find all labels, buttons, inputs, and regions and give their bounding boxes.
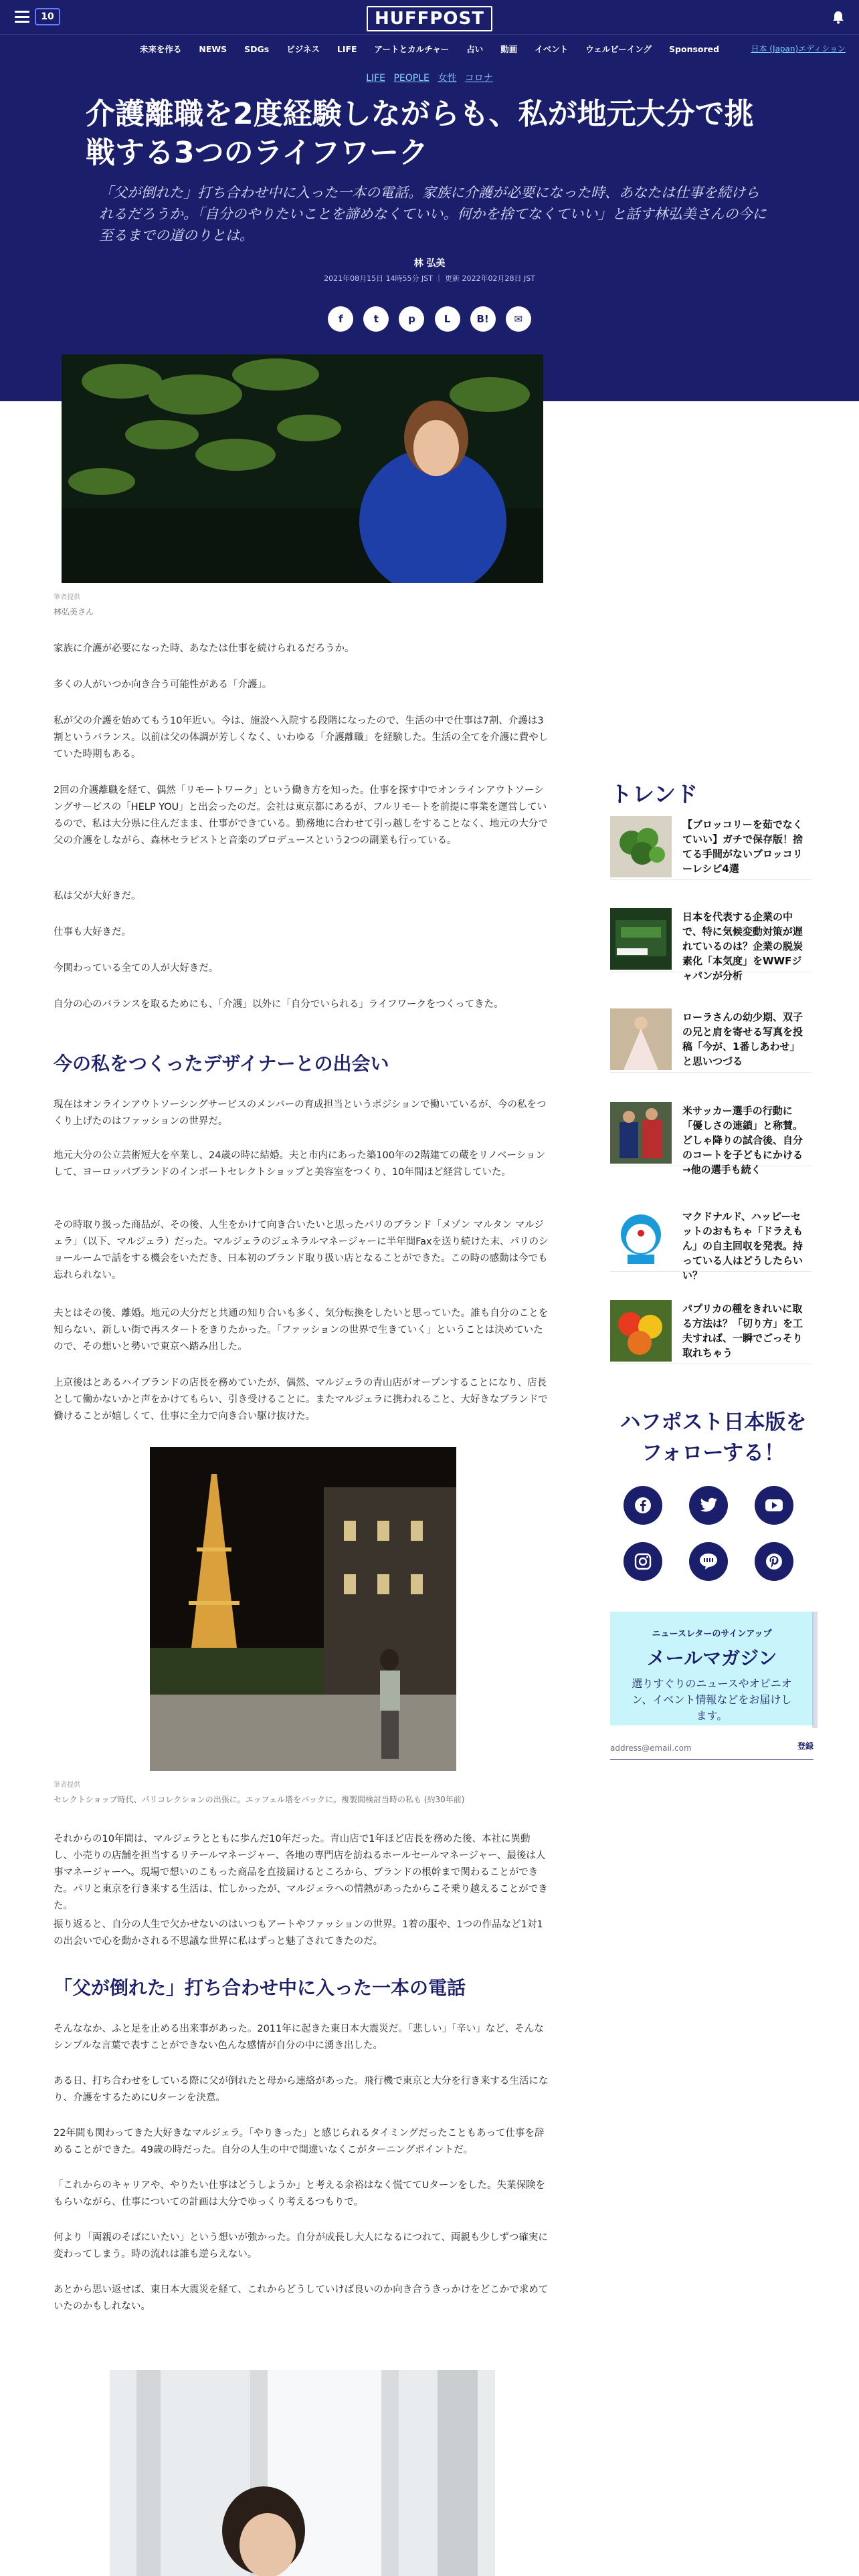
author-name[interactable]: 林 弘美	[413, 258, 446, 269]
paragraph: 2回の介護離職を経て、偶然「リモートワーク」という働き方を知った。仕事を探す中でオンラインアウトソーシングサービスの「HELP YOU」と出会ったのだ。会社は東京都にあるが、フルリモートを前提に事業を運営しているので、私は大分県に住んだまま、仕事ができている。勤務地に合わせて引っ越しをすることなく、地元の大分で父の介護をしながら、森林セラピストと音楽のプロデュースという2つの副業も行っている。	[54, 785, 548, 846]
trend-heading: トレンド	[610, 781, 698, 807]
eiffel-tower-photo	[150, 1447, 456, 1771]
article-tags	[0, 71, 859, 84]
trend-thumbnail[interactable]	[610, 1102, 672, 1164]
photo-caption: セレクトショップ時代、パリコレクションの出張に。エッフェル塔をバックに。複製間検討当時の私も (約30年前)	[54, 1795, 465, 1804]
youtube-icon[interactable]	[755, 1486, 793, 1525]
nav-item[interactable]: 占い	[466, 44, 484, 54]
tag-link[interactable]: LIFE	[366, 73, 386, 84]
huffpost-logo[interactable]: HUFFPOST	[367, 6, 492, 31]
article-dek: 「父が倒れた」打ち合わせ中に入った一本の電話。家族に介護が必要になった時、あなたは仕事を続けられるだろうか。「自分のやりたいことを諦めなくていい。何かを捨てなくていい」と話す林弘美さんの今に至るまでの道のりとは。	[99, 185, 767, 243]
trend-thumbnail[interactable]	[610, 1208, 672, 1269]
top-bar	[0, 0, 859, 35]
paragraph: 「これからのキャリアや、やりたい仕事はどうしようか」と考える余裕はなく慌ててUターンをした。失業保険をもらいながら、仕事についての計画は大分でゆっくり考えるつもりで。	[54, 2180, 546, 2208]
article-title: 介護離職を2度経験しながらも、私が地元大分で挑戦する3つのライフワーク	[86, 97, 754, 170]
window-portrait-photo	[110, 2370, 495, 2576]
paragraph: 今関わっている全ての人が大好きだ。	[54, 963, 219, 974]
line-share-icon[interactable]: L	[435, 306, 460, 332]
trend-item[interactable]	[610, 1094, 811, 1176]
paragraph: ある日、打ち合わせをしている際に父が倒れたと母から連絡があった。飛行機で東京と大分を行き来する生活になり、介護をするためにUターンを決意。	[54, 2076, 549, 2103]
tag-link[interactable]: コロナ	[464, 73, 493, 84]
newsletter-panel	[610, 1612, 814, 1725]
paragraph: 上京後はとあるハイブランドの店長を務めていたが、偶然、マルジェラの青山店がオープンすることになり、店長として働かないかと声をかけてもらい、引き受けることに。またマルジェラに携われること、大好きなブランドで働けることが嬉しくて、仕事に全力で向き合い駆け抜けた。	[54, 1378, 548, 1422]
trend-thumbnail[interactable]	[610, 1300, 672, 1362]
paragraph: それからの10年間は、マルジェラとともに歩んだ10年だった。青山店で1年ほど店長を務めた後、本社に異動し、小売りの店舗を担当するリテールマネージャー、各地の専門店を訪ねるホールセールマネージャー、最後は人事マネージャーへ。現場で想いのこもった商品を直接届けるところから、ブランドの根幹まで関わることができた。パリと東京を行き来する生活は、忙しかったが、マルジェラへの情熱があったからこそ乗り越えることができた。	[54, 1834, 548, 1911]
trend-item[interactable]	[610, 1000, 811, 1073]
photo-credit: 筆者提供	[54, 1782, 80, 1789]
trend-item[interactable]	[610, 1200, 811, 1281]
newsletter-form	[610, 1735, 814, 1760]
trend-headline[interactable]: 日本を代表する企業の中で、特に気候変動対策が遅れているのは？企業の脱炭素化「本気度」をWWFジャパンが分析	[682, 911, 803, 982]
section-nav	[0, 35, 859, 62]
tag-link[interactable]: 女性	[438, 73, 457, 84]
paragraph: 何より「両親のそばにいたい」という想いが強かった。自分が成長し大人になるにつれて、両親も少しずつ確実に変わってしまう。時の流れは誰も逆らえない。	[54, 2232, 548, 2260]
newsletter-title: メールマガジン	[646, 1647, 777, 1669]
pinterest-share-icon[interactable]: p	[399, 306, 424, 332]
section-heading: 「父が倒れた」打ち合わせ中に入った一本の電話	[54, 1977, 466, 1999]
paragraph: 現在はオンラインアウトソーシングサービスのメンバーの育成担当というポジションで働いているが、今の私をつくり上げたのはファッションの世界だ。	[54, 1099, 547, 1127]
paragraph: そんななか、ふと足を止める出来事があった。2011年に起きた東日本大震災だ。「悲しい」「辛い」など、そんなシンプルな言葉で表すことができない色んな感情が自分の中に湧き出した。	[54, 2024, 544, 2051]
hatena-share-icon[interactable]: B!	[470, 306, 496, 332]
nav-item[interactable]: LIFE	[337, 44, 357, 54]
trend-item[interactable]	[610, 1292, 811, 1364]
paragraph: 地元大分の公立芸術短大を卒業し、24歳の時に結婚。夫と市内にあった築100年の2階建ての蔵をリノベーションして、ヨーロッパブランドのインポートセレクトショップと美容室をつくり、10年間ほど経営していた。	[54, 1150, 545, 1178]
nav-item[interactable]: 動画	[500, 44, 518, 54]
paragraph: 22年間も関わってきた大好きなマルジェラ。「やりきった」と感じられるタイミングだったこともあって仕事を辞めることができた。49歳の時だった。自分の人生の中で間違いなくこがターニングポイントだ。	[54, 2128, 545, 2155]
trend-headline[interactable]: 【ブロッコリーを茹でなくていい】ガチで保存版！捨てる手間がないブロッコリーレシピ4選	[682, 819, 803, 875]
paragraph: 家族に介護が必要になった時、あなたは仕事を続けられるだろうか。	[54, 643, 355, 654]
newsletter-label: ニュースレターのサインアップ	[652, 1629, 772, 1639]
twitter-share-icon[interactable]: t	[363, 306, 389, 332]
nav-item[interactable]: NEWS	[199, 44, 227, 54]
trend-headline[interactable]: マクドナルド、ハッピーセットのおもちゃ「ドラえもん」の自主回収を発表。持っている人はどうしたらいい？	[682, 1210, 803, 1281]
paragraph: 振り返ると、自分の人生で欠かせないのはいつもアートやファッションの世界。1着の服や、1つの作品など1対1の出会いで心を動かされる不思議な世界に私はずっと魅了されてきたのだ。	[54, 1919, 543, 1947]
paragraph: 私は父が大好きだ。	[54, 891, 141, 901]
paragraph: 自分の心のバランスを取るためにも、「介護」以外に「自分でいられる」ライフワークをつくってきた。	[54, 999, 504, 1010]
nav-item[interactable]: アートとカルチャー	[374, 44, 450, 54]
pinterest-icon[interactable]	[755, 1542, 793, 1581]
paragraph: あとから思い返せば、東日本大震災を経て、これからどうしていけば良いのか向き合うきっかけをどこかで求めていたのかもしれない。	[54, 2284, 549, 2312]
trend-headline[interactable]: 米サッカー選手の行動に「優しさの連鎖」と称賛。どしゃ降りの試合後、自分のコートを子どもにかける→他の選手も続く	[682, 1105, 803, 1176]
trend-headline[interactable]: パプリカの種をきれいに取る方法は？「切り方」を工夫すれば、一瞬でごっそり取れちゃう	[682, 1303, 803, 1359]
trend-headline[interactable]: ローラさんの幼少期、双子の兄と肩を寄せる写真を投稿「今が、1番しあわせ」と思いつづる	[682, 1011, 803, 1067]
portrait-photo	[62, 354, 543, 583]
email-share-icon[interactable]: ✉	[506, 306, 531, 332]
trend-item[interactable]	[610, 808, 811, 880]
trend-item[interactable]	[610, 900, 811, 982]
facebook-share-icon[interactable]: f	[328, 306, 353, 332]
trend-thumbnail[interactable]	[610, 1008, 672, 1070]
email-input[interactable]	[610, 1740, 771, 1756]
paragraph: 私が父の介護を始めてもう10年近い。今は、施設へ入院する段階になったので、生活の中で仕事は7割、介護は3割というバランス。以前は父の体調が芳しくなく、いわゆる「介護離職」を経験した。生活の全てを介護に費やしていた時期もある。	[54, 716, 549, 760]
twitter-icon[interactable]	[689, 1486, 728, 1525]
publish-dates: 2021年08月15日 14時55分 JST ｜ 更新 2022年02月28日 JST	[324, 274, 535, 283]
nav-item[interactable]: ビジネス	[286, 44, 320, 54]
nav-item[interactable]: ウェルビーイング	[585, 44, 652, 54]
nav-item[interactable]: SDGs	[244, 44, 270, 54]
edition-link[interactable]: 日本 (Japan)エディション	[751, 44, 846, 53]
photo-credit: 筆者提供	[54, 594, 80, 601]
newsletter-description: 選りすぐりのニュースやオピニオン、イベント情報などをお届けします。	[632, 1677, 792, 1722]
paragraph: 夫とはその後、離婚。地元の大分だと共通の知り合いも多く、気分転換をしたいと思っていた。誰も自分のことを知らない、新しい街で再スタートをきりたかった。「ファッションの世界で生きていく」ということは決めていたので、その想いと勢いで東京へ踏み出した。	[54, 1308, 549, 1352]
anniversary-logo[interactable]: 10	[35, 8, 60, 25]
instagram-icon[interactable]	[624, 1542, 662, 1581]
share-buttons	[0, 306, 859, 332]
paragraph: 仕事も大好きだ。	[54, 927, 131, 938]
article-header	[0, 0, 859, 401]
line-icon[interactable]	[689, 1542, 728, 1581]
bell-icon[interactable]	[832, 11, 844, 24]
trend-thumbnail[interactable]	[610, 908, 672, 970]
newsletter-submit-button[interactable]: 登録	[797, 1741, 814, 1751]
nav-item[interactable]: 未来を作る	[139, 44, 182, 54]
facebook-icon[interactable]	[624, 1486, 662, 1525]
paragraph: 多くの人がいつか向き合う可能性がある「介護」。	[54, 679, 272, 690]
photo-caption: 林弘美さん	[54, 607, 94, 617]
tag-link[interactable]: PEOPLE	[393, 73, 430, 84]
follow-heading: ハフポスト日本版をフォローする！	[619, 1410, 807, 1465]
trend-thumbnail[interactable]	[610, 816, 672, 877]
section-heading: 今の私をつくったデザイナーとの出会い	[54, 1053, 389, 1075]
nav-item[interactable]: イベント	[535, 44, 569, 54]
paragraph: その時取り扱った商品が、その後、人生をかけて向き合いたいと思ったパリのブランド「メゾン マルタン マルジェラ」（以下、マルジェラ）だった。マルジェラのジェネラルマネージャーに半年間Faxを送り続けた末、パリのショールームで話をする機会をいただき、日本初のブランド取り扱い店となることができた。この時の感動は今でも忘れられない。	[54, 1220, 549, 1281]
nav-item[interactable]: Sponsored	[669, 44, 720, 54]
